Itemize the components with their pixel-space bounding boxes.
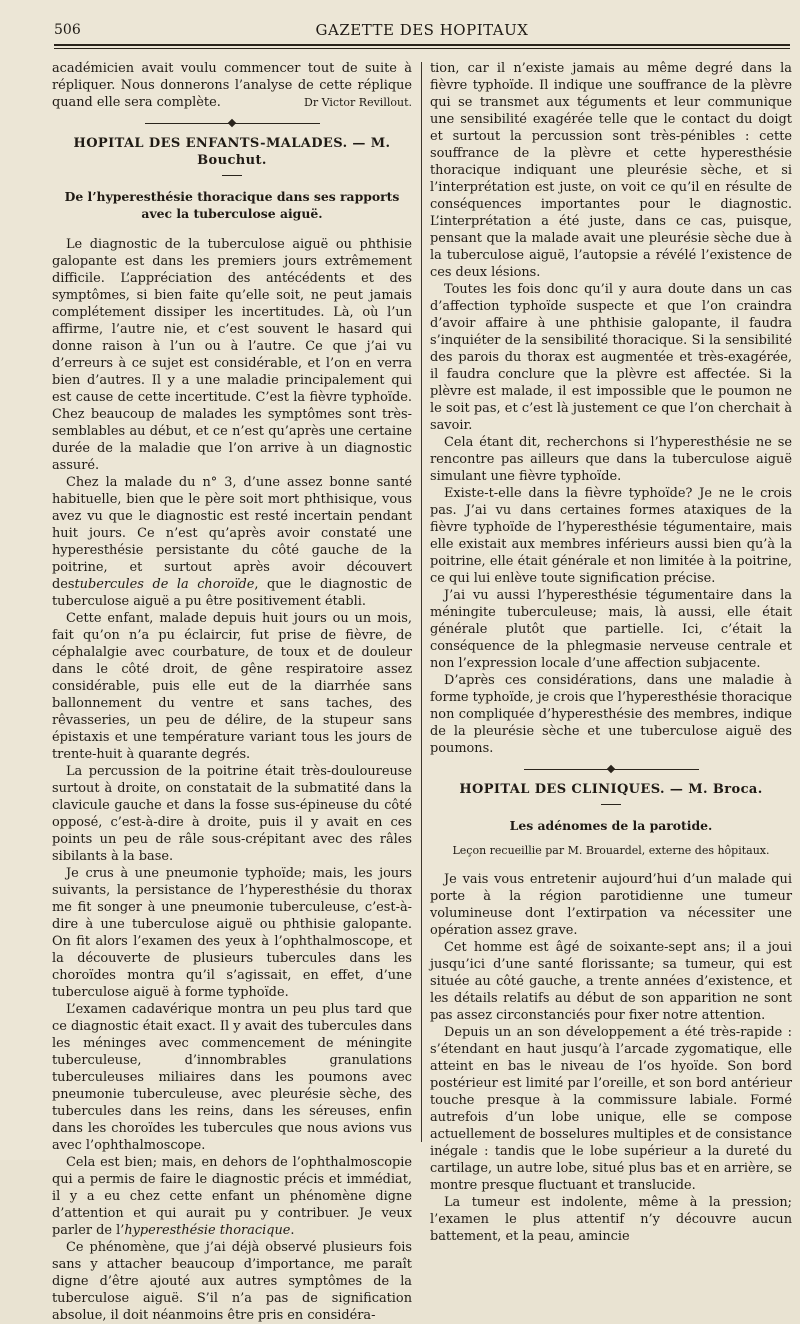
page-number: 506 <box>54 22 81 38</box>
journal-title: GAZETTE DES HOPITAUX <box>315 21 529 39</box>
right-column <box>430 60 792 1245</box>
section-heading: HOPITAL DES ENFANTS-MALADES. — M. Bouchut. <box>73 136 391 168</box>
paragraph: Le diagnostic de la tuberculose aiguë ou phthisie galopante est dans les premiers jours extrêmement difficile. L’appréciation des antécédents et des symptômes, si bien faite qu’elle soit, ne peut jamais complétement dissiper les incertitudes. Là, où l’un affirme, l’autre nie, et c’est souvent le hasard qui donne raison à l’un ou à l’autre. Ce que j’ai vu d’erreurs à ce sujet est considérable, et l’on en verra bien d’autres. Il y a une maladie principalement qui est cause de cette incertitude. C’est la fièvre typhoïde. Chez beaucoup de malades les symptômes sont très-semblables au début, et ce n’est qu’après une certaine durée de la maladie que l’on arrive à un diagnostic assuré. <box>52 237 412 473</box>
paragraph: La percussion de la poitrine était très-douloureuse surtout à droite, on constatait de la submatité dans la clavicule gauche et dans la fosse sus-épineuse du côté opposé, c’est-à-dire à droite, puis il y avait en ces points un peu de râle sous-crépitant avec des râles sibilants à la base. <box>52 764 412 864</box>
paragraph: Je crus à une pneumonie typhoïde; mais, les jours suivants, la persistance de l’hyperesthésie du thorax me fit songer à une pneumonie tuberculeuse, c’est-à-dire à une tuberculose aiguë ou phthisie galopante. On fit alors l’examen des yeux à l’ophthalmoscope, et la découverte de plusieurs tubercules dans les choroïdes montra qu’il s’agissait, en effet, d’une tuberculose aiguë à forme typhoïde. <box>52 866 412 1000</box>
paragraph: Je vais vous entretenir aujourd’hui d’un malade qui porte à la région parotidienne une tumeur volumineuse dont l’extirpation va nécessiter une opération assez grave. <box>430 872 792 938</box>
header-rule-thin <box>54 48 790 49</box>
paragraph: Existe-t-elle dans la fièvre typhoïde? Je ne le crois pas. J’ai vu dans certaines formes ataxiques de la fièvre typhoïde de l’hyperesthésie tégumentaire, mais elle existait aux membres inférieurs aussi bien qu’à la poitrine, elle était générale et non limitée à la poitrine, ce qui lui enlève toute signification précise. <box>430 486 792 586</box>
short-rule <box>222 175 242 176</box>
paragraph: Cela étant dit, recherchons si l’hyperesthésie ne se rencontre pas ailleurs que dans la tuberculose aiguë simulant une fièvre typhoïde. <box>430 435 792 484</box>
short-rule <box>601 804 621 805</box>
paragraph: tion, car il n’existe jamais au même degré dans la fièvre typhoïde. Il indique une souffrance de la plèvre qui se transmet aux téguments et leur communique une sensibilité exagérée telle que le contact du doigt et surtout la percussion sont très-pénibles : cette souffrance de la plèvre et cette hyperesthésie thoracique indiquant une pleurésie sèche, et si l’interprétation est juste, on voit ce qu’il en résulte de conséquences importantes pour le diagnostic. L’interprétation a été juste, dans ce cas, puisque, pensant que la malade avait une pleurésie sèche due à la tuberculose aiguë, l’autopsie a révélé l’existence de ces deux lésions. <box>430 61 792 280</box>
section-heading: HOPITAL DES CLINIQUES. — M. Broca. <box>459 782 763 797</box>
lecture-credit: Leçon recueillie par M. Brouardel, externe des hôpitaux. <box>452 844 770 857</box>
paragraph: Cet homme est âgé de soixante-sept ans; il a joui jusqu’ici d’une santé florissante; sa tumeur, qui est située au côté gauche, a trente années d’existence, et les détails relatifs au début de son apparition ne sont pas assez circonstanciés pour fixer notre attention. <box>430 940 792 1023</box>
paragraph: académicien avait voulu commencer tout de suite à répliquer. Nous donnerons l’analyse de cette réplique quand elle sera complète. <box>52 61 412 110</box>
page-header <box>54 18 790 42</box>
paragraph: L’examen cadavérique montra un peu plus tard que ce diagnostic était exact. Il y avait des tubercules dans les méninges avec commencement de méningite tuberculeuse, d’innombrables granulations tuberculeuses miliaires dans les poumons avec pneumonie tuberculeuse, avec pleurésie sèche, des tubercules dans les reins, dans les séreuses, enfin dans les choroïdes les tubercules que nous avions vus avec l’ophthalmoscope. <box>52 1002 412 1153</box>
paragraph: Cette enfant, malade depuis huit jours ou un mois, fait qu’on n’a pu éclaircir, fut prise de fièvre, de céphalalgie avec courbature, de toux et de douleur dans le côté droit, de gêne respiratoire assez considérable, puis elle eut de la diarrhée sans ballonnement du ventre et sans taches, des rêvasseries, un peu de délire, de la stupeur sans épistaxis et une température variant tous les jours de trente-huit à quarante degrés. <box>52 611 412 762</box>
separator-ornament <box>145 121 320 127</box>
paragraph: Cela est bien; mais, en dehors de l’ophthalmoscopie qui a permis de faire le diagnostic précis et immédiat, il y a eu chez cette enfant un phénomène digne d’attention et qui aurait pu y contribuer. Je veux parler de l’hyperesthésie thoracique. <box>52 1155 412 1238</box>
column-divider <box>421 62 422 1142</box>
paragraph: Toutes les fois donc qu’il y aura doute dans un cas d’affection typhoïde suspecte et que l’on craindra d’avoir affaire à une phthisie galopante, il faudra s’inquiéter de la sensibilité thoracique. Si la sensibilité des parois du thorax est augmentée et très-exagérée, il faudra conclure que la plèvre est affectée. Si la plèvre est malade, il est impossible que le poumon ne le soit pas, et c’est là justement ce que l’on cherchait à savoir. <box>430 282 792 433</box>
left-column <box>52 60 412 1324</box>
header-rule <box>54 44 790 46</box>
paragraph: J’ai vu aussi l’hyperesthésie tégumentaire dans la méningite tuberculeuse; mais, là aussi, elle était générale plutôt que partielle. Ici, c’était la conséquence de la phlegmasie nerveuse centrale et non l’expression locale d’une affection subjacente. <box>430 588 792 671</box>
paragraph: Chez la malade du n° 3, d’une assez bonne santé habituelle, bien que le père soit mort phthisique, vous avez vu que le diagnostic est resté incertain pendant huit jours. Ce n’est qu’après avoir constaté une hyperesthésie persistante du côté gauche de la poitrine, et surtout après avoir découvert destubercules de la choroïde, que le diagnostic de tuberculose aiguë a pu être positivement établi. <box>52 475 412 609</box>
paragraph: Depuis un an son développement a été très-rapide : s’étendant en haut jusqu’à l’arcade zygomatique, elle atteint en bas le niveau de l’os hyoïde. Son bord postérieur est limité par l’oreille, et son bord antérieur touche presque à la commissure labiale. Formé autrefois d’un lobe unique, elle se compose actuellement de bosselures multiples et de consistance inégale : tandis que le lobe supérieur a la dureté du cartilage, un autre lobe, situé plus bas et en arrière, se montre presque fluctuant et translucide. <box>430 1025 792 1193</box>
article-subheading: De l’hyperesthésie thoracique dans ses rapports avec la tuberculose aiguë. <box>64 189 400 221</box>
paragraph: D’après ces considérations, dans une maladie à forme typhoïde, je crois que l’hyperesthésie thoracique non compliquée d’hyperesthésie des membres, indique de la pleurésie sèche et une tuberculose aiguë des poumons. <box>430 673 792 756</box>
author-signature: Dr Victor Revillout. <box>304 96 412 109</box>
paragraph: La tumeur est indolente, même à la pression; l’examen le plus attentif n’y découvre aucun battement, et la peau, amincie <box>430 1195 792 1244</box>
paragraph: Ce phénomène, que j’ai déjà observé plusieurs fois sans y attacher beaucoup d’importance, me paraît digne d’être ajouté aux autres symptômes de la tuberculose aiguë. S’il n’a pas de signification absolue, il doit néanmoins être pris en considéra- <box>52 1240 412 1323</box>
article-subheading: Les adénomes de la parotide. <box>509 818 713 833</box>
separator-ornament <box>524 767 699 773</box>
